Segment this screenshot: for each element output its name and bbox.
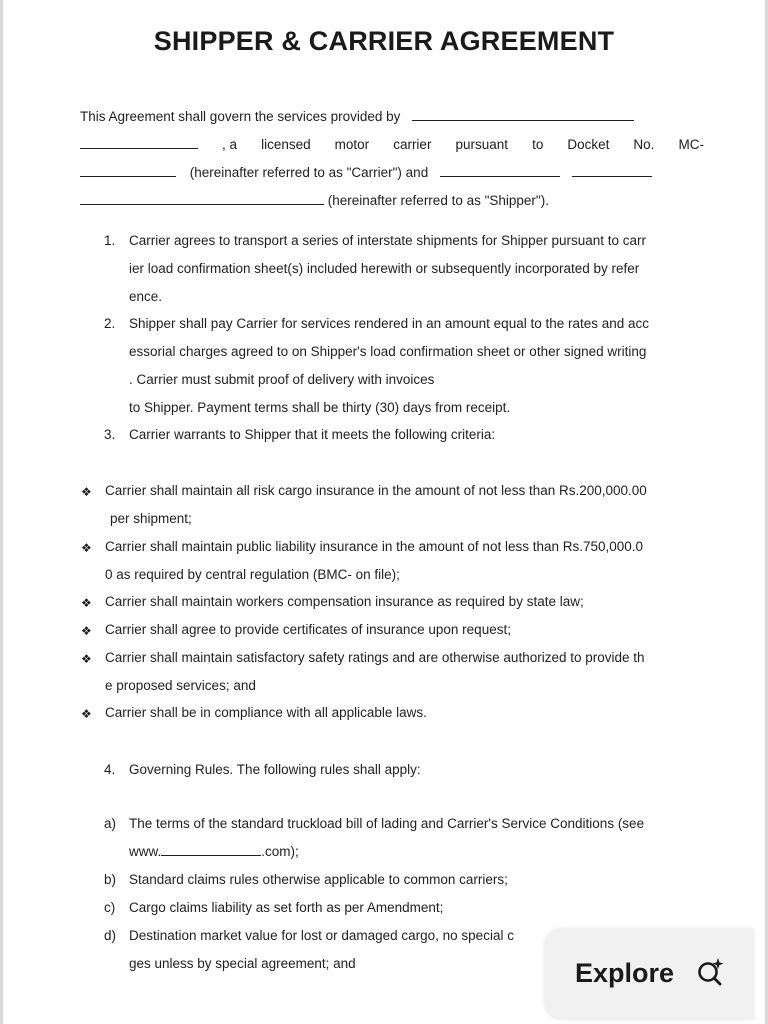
item-number: 3. [104, 427, 116, 442]
intro-word: licensed [261, 137, 311, 152]
item-number: 2. [104, 316, 116, 331]
diamond-bullet-icon: ❖ [81, 624, 92, 638]
bullet-line: Carrier shall agree to provide certificates of insurance upon request; [105, 622, 511, 637]
item-3-line: Carrier warrants to Shipper that it meets the following criteria: [129, 427, 496, 442]
intro-word: pursuant [455, 137, 509, 152]
item-1-line: ier load confirmation sheet(s) included herewith or subsequently incorporated by refer [129, 261, 640, 276]
website-suffix: .com); [261, 844, 299, 859]
rule-label: c) [104, 900, 116, 915]
diamond-bullet-icon: ❖ [81, 541, 92, 555]
explore-button[interactable] [544, 928, 754, 1020]
shipper-address-blank [80, 193, 324, 205]
rule-a-line: The terms of the standard truckload bill of lading and Carrier's Service Conditions (see [129, 816, 645, 831]
item-2-line: essorial charges agreed to on Shipper's load confirmation sheet or other signed writing [129, 344, 647, 359]
intro-text-4: (hereinafter referred to as "Shipper"). [327, 193, 549, 208]
rule-b-line: Standard claims rules otherwise applicable to common carriers; [129, 872, 508, 887]
item-2-line: . Carrier must submit proof of delivery with invoices [129, 372, 435, 387]
sparkle-search-icon [696, 956, 726, 988]
diamond-bullet-icon: ❖ [81, 596, 92, 610]
item-1-line: ence. [129, 289, 163, 304]
docket-number-blank [80, 165, 176, 177]
item-number: 1. [104, 233, 116, 248]
item-2-line: to Shipper. Payment terms shall be thirty (30) days from receipt. [129, 400, 511, 415]
intro-word: , a [222, 137, 238, 152]
explore-label: Explore [575, 958, 675, 988]
intro-line-1 [80, 109, 634, 124]
intro-line-4 [80, 193, 549, 208]
document-title: SHIPPER & CARRIER AGREEMENT [153, 26, 615, 56]
rule-label: b) [104, 872, 117, 887]
intro-text-1: This Agreement shall govern the services provided by [80, 109, 401, 124]
item-1-line: Carrier agrees to transport a series of interstate shipments for Shipper pursuant to carr [129, 233, 646, 248]
bullet-line: Carrier shall maintain workers compensation insurance as required by state law; [105, 594, 584, 609]
carrier-name-blank [80, 137, 198, 149]
shipper-name-blank [440, 165, 560, 177]
rule-d-line: ges unless by special agreement; and [129, 956, 356, 971]
bullet-line: e proposed services; and [105, 678, 256, 693]
bullet-line: Carrier shall maintain all risk cargo insurance in the amount of not less than Rs.200,000.00 [105, 483, 647, 498]
rule-a-website-line [129, 844, 299, 859]
bullet-line: 0 as required by central regulation (BMC- on file); [105, 567, 400, 582]
diamond-bullet-icon: ❖ [81, 485, 92, 499]
intro-line-2 [80, 137, 704, 152]
item-4-line: Governing Rules. The following rules shall apply: [129, 762, 421, 777]
intro-word: to [532, 137, 544, 152]
intro-word: No. [633, 137, 655, 152]
intro-word: Docket [567, 137, 610, 152]
bullet-line: Carrier shall be in compliance with all applicable laws. [105, 705, 427, 720]
intro-word: motor [334, 137, 370, 152]
bullet-line: Carrier shall maintain public liability insurance in the amount of not less than Rs.750,000.0 [105, 539, 644, 554]
intro-word: MC- [678, 137, 704, 152]
provider-name-blank [412, 109, 634, 121]
website-blank [161, 844, 261, 856]
intro-line-3 [80, 165, 652, 180]
rule-c-line: Cargo claims liability as set forth as per Amendment; [129, 900, 444, 915]
bullet-line: Carrier shall maintain satisfactory safety ratings and are otherwise authorized to provide th [105, 650, 645, 665]
page-border-left [0, 0, 3, 1024]
shipper-name-blank-2 [572, 165, 652, 177]
rule-d-line: Destination market value for lost or damaged cargo, no special c [129, 928, 514, 943]
intro-text-3: (hereinafter referred to as "Carrier") and [189, 165, 429, 180]
rule-label: d) [104, 928, 117, 943]
bullet-line: per shipment; [110, 511, 192, 526]
website-prefix: www. [129, 844, 162, 859]
rule-label: a) [104, 816, 117, 831]
diamond-bullet-icon: ❖ [81, 707, 92, 721]
item-number: 4. [104, 762, 116, 777]
item-2-line: Shipper shall pay Carrier for services rendered in an amount equal to the rates and acc [129, 316, 650, 331]
intro-word: carrier [393, 137, 432, 152]
diamond-bullet-icon: ❖ [81, 652, 92, 666]
